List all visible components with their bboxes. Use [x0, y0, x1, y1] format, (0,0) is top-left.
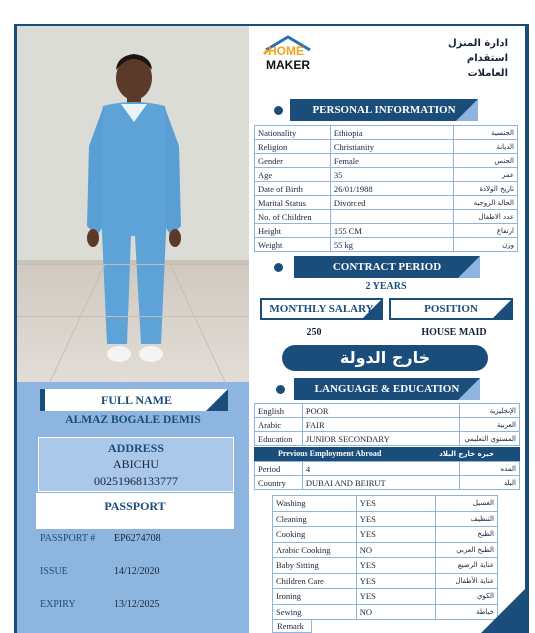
contract-period-value: 2 YEARS	[365, 281, 407, 292]
language-row	[255, 418, 520, 432]
personal-info-label: No. of Children	[255, 210, 331, 224]
personal-info-label: Nationality	[255, 126, 331, 140]
previous-employment-label: Country	[255, 476, 303, 490]
candidate-photo	[17, 26, 249, 382]
skill-ar: الغسيل	[436, 496, 498, 512]
personal-info-ar: الحالة الزوجية	[454, 196, 518, 210]
personal-info-value: 35	[330, 168, 453, 182]
monthly-salary-value: 250	[306, 327, 322, 338]
address-value: ABICHU	[112, 457, 159, 471]
skill-label: Children Care	[273, 573, 357, 589]
personal-info-value: 155 CM	[330, 224, 453, 238]
skill-value: NO	[356, 604, 435, 620]
language-row	[255, 432, 520, 446]
skill-row	[273, 511, 498, 527]
previous-employment-table	[254, 461, 520, 490]
language-education-heading: LANGUAGE & EDUCATION	[294, 378, 480, 400]
address-label: ADDRESS	[107, 441, 164, 455]
previous-employment-value: DUBAI AND BEIRUT	[302, 476, 459, 490]
position-label: POSITION	[389, 298, 513, 320]
passport-number-label: PASSPORT #	[40, 533, 96, 544]
previous-employment-label: Period	[255, 462, 303, 476]
previous-employment-ar: المده	[460, 462, 520, 476]
personal-info-ar: الديانة	[454, 140, 518, 154]
skill-ar: الطبخ	[436, 527, 498, 543]
personal-info-ar: وزن	[454, 238, 518, 252]
personal-info-row	[255, 126, 518, 140]
previous-employment-ar: البلد	[460, 476, 520, 490]
personal-info-value: 55 kg	[330, 238, 453, 252]
personal-info-label: Date of Birth	[255, 182, 331, 196]
skill-value: YES	[356, 496, 435, 512]
personal-info-row	[255, 210, 518, 224]
personal-info-label: Religion	[255, 140, 331, 154]
skill-row	[273, 573, 498, 589]
language-ar: العربية	[460, 418, 520, 432]
personal-info-ar: عدد الاطفال	[454, 210, 518, 224]
personal-info-ar: عمر	[454, 168, 518, 182]
home-maker-logo	[262, 34, 314, 74]
logo-maker-text: MAKER	[266, 58, 310, 72]
language-value: FAIR	[302, 418, 459, 432]
passport-label: PASSPORT	[104, 499, 166, 513]
abroad-badge: خارج الدولة	[282, 345, 488, 371]
skill-label: Arabic Cooking	[273, 542, 357, 558]
personal-info-value: 26/01/1988	[330, 182, 453, 196]
personal-info-ar: ارتفاع	[454, 224, 518, 238]
skill-row	[273, 558, 498, 574]
personal-info-ar: الجنس	[454, 154, 518, 168]
personal-info-ar: الجنسية	[454, 126, 518, 140]
contract-heading: CONTRACT PERIOD	[294, 256, 480, 278]
arabic-company-title: ادارة المنزل استقدام العاملات	[448, 38, 508, 79]
skill-ar: عناية الأطفال	[436, 573, 498, 589]
language-row	[255, 404, 520, 418]
personal-info-row	[255, 238, 518, 252]
personal-info-row	[255, 154, 518, 168]
section-bullet	[274, 263, 283, 272]
previous-employment-heading: Previous Employment Abroad خبره خارج البلاد	[254, 447, 520, 461]
skill-label: Washing	[273, 496, 357, 512]
personal-info-heading: PERSONAL INFORMATION	[290, 99, 478, 121]
personal-info-value: Divorced	[330, 196, 453, 210]
skill-row	[273, 496, 498, 512]
skill-label: Cooking	[273, 527, 357, 543]
personal-info-row	[255, 168, 518, 182]
language-label: Education	[255, 432, 303, 446]
skill-value: NO	[356, 542, 435, 558]
position-value: HOUSE MAID	[421, 327, 487, 338]
skill-label: Cleaning	[273, 511, 357, 527]
skill-label: Ironing	[273, 589, 357, 605]
skill-row	[273, 604, 498, 620]
passport-number-value: EP6274708	[114, 533, 161, 544]
language-value: POOR	[302, 404, 459, 418]
personal-info-row	[255, 140, 518, 154]
issue-value: 14/12/2020	[114, 566, 160, 577]
personal-info-label: Weight	[255, 238, 331, 252]
personal-info-value: Christianity	[330, 140, 453, 154]
skill-label: Baby Sitting	[273, 558, 357, 574]
logo-home-text: HOME	[268, 44, 304, 58]
remark-label: Remark	[272, 619, 312, 633]
skill-ar: التنظيف	[436, 511, 498, 527]
language-value: JUNIOR SECONDARY	[302, 432, 459, 446]
skill-ar: الكوي	[436, 589, 498, 605]
skill-ar: عناية الرضيع	[436, 558, 498, 574]
expiry-value: 13/12/2025	[114, 599, 160, 610]
issue-label: ISSUE	[40, 566, 68, 577]
skill-value: YES	[356, 589, 435, 605]
phone-number: 00251968133777	[94, 474, 178, 488]
previous-employment-row	[255, 462, 520, 476]
previous-employment-row	[255, 476, 520, 490]
skill-ar: الطبخ العربي	[436, 542, 498, 558]
person-figure	[17, 26, 249, 382]
skill-row	[273, 589, 498, 605]
personal-info-ar: تاريخ الولادة	[454, 182, 518, 196]
skill-value: YES	[356, 511, 435, 527]
skill-label: Sewing	[273, 604, 357, 620]
section-bullet	[276, 385, 285, 394]
language-label: Arabic	[255, 418, 303, 432]
language-table	[254, 403, 520, 446]
personal-info-value: Ethiopia	[330, 126, 453, 140]
monthly-salary-label: MONTHLY SALARY	[260, 298, 383, 320]
personal-info-label: Marital Status	[255, 196, 331, 210]
language-ar: الإنجليزية	[460, 404, 520, 418]
language-ar: المستوي التعليمي	[460, 432, 520, 446]
personal-info-row	[255, 182, 518, 196]
personal-info-label: Age	[255, 168, 331, 182]
full-name-label: FULL NAME	[40, 389, 228, 411]
section-bullet	[274, 106, 283, 115]
frame-right-bar	[525, 24, 529, 633]
skill-row	[273, 527, 498, 543]
skill-value: YES	[356, 573, 435, 589]
language-label: English	[255, 404, 303, 418]
skill-value: YES	[356, 558, 435, 574]
skills-table	[272, 495, 498, 620]
skill-ar: خياطة	[436, 604, 498, 620]
skill-row	[273, 542, 498, 558]
personal-info-label: Height	[255, 224, 331, 238]
personal-info-table	[254, 125, 518, 252]
personal-info-row	[255, 224, 518, 238]
previous-employment-value: 4	[302, 462, 459, 476]
personal-info-value	[330, 210, 453, 224]
personal-info-value: Female	[330, 154, 453, 168]
personal-info-row	[255, 196, 518, 210]
skill-value: YES	[356, 527, 435, 543]
expiry-label: EXPIRY	[40, 599, 76, 610]
corner-decoration	[481, 585, 529, 633]
personal-info-label: Gender	[255, 154, 331, 168]
full-name-value: ALMAZ BOGALE DEMIS	[65, 414, 201, 426]
